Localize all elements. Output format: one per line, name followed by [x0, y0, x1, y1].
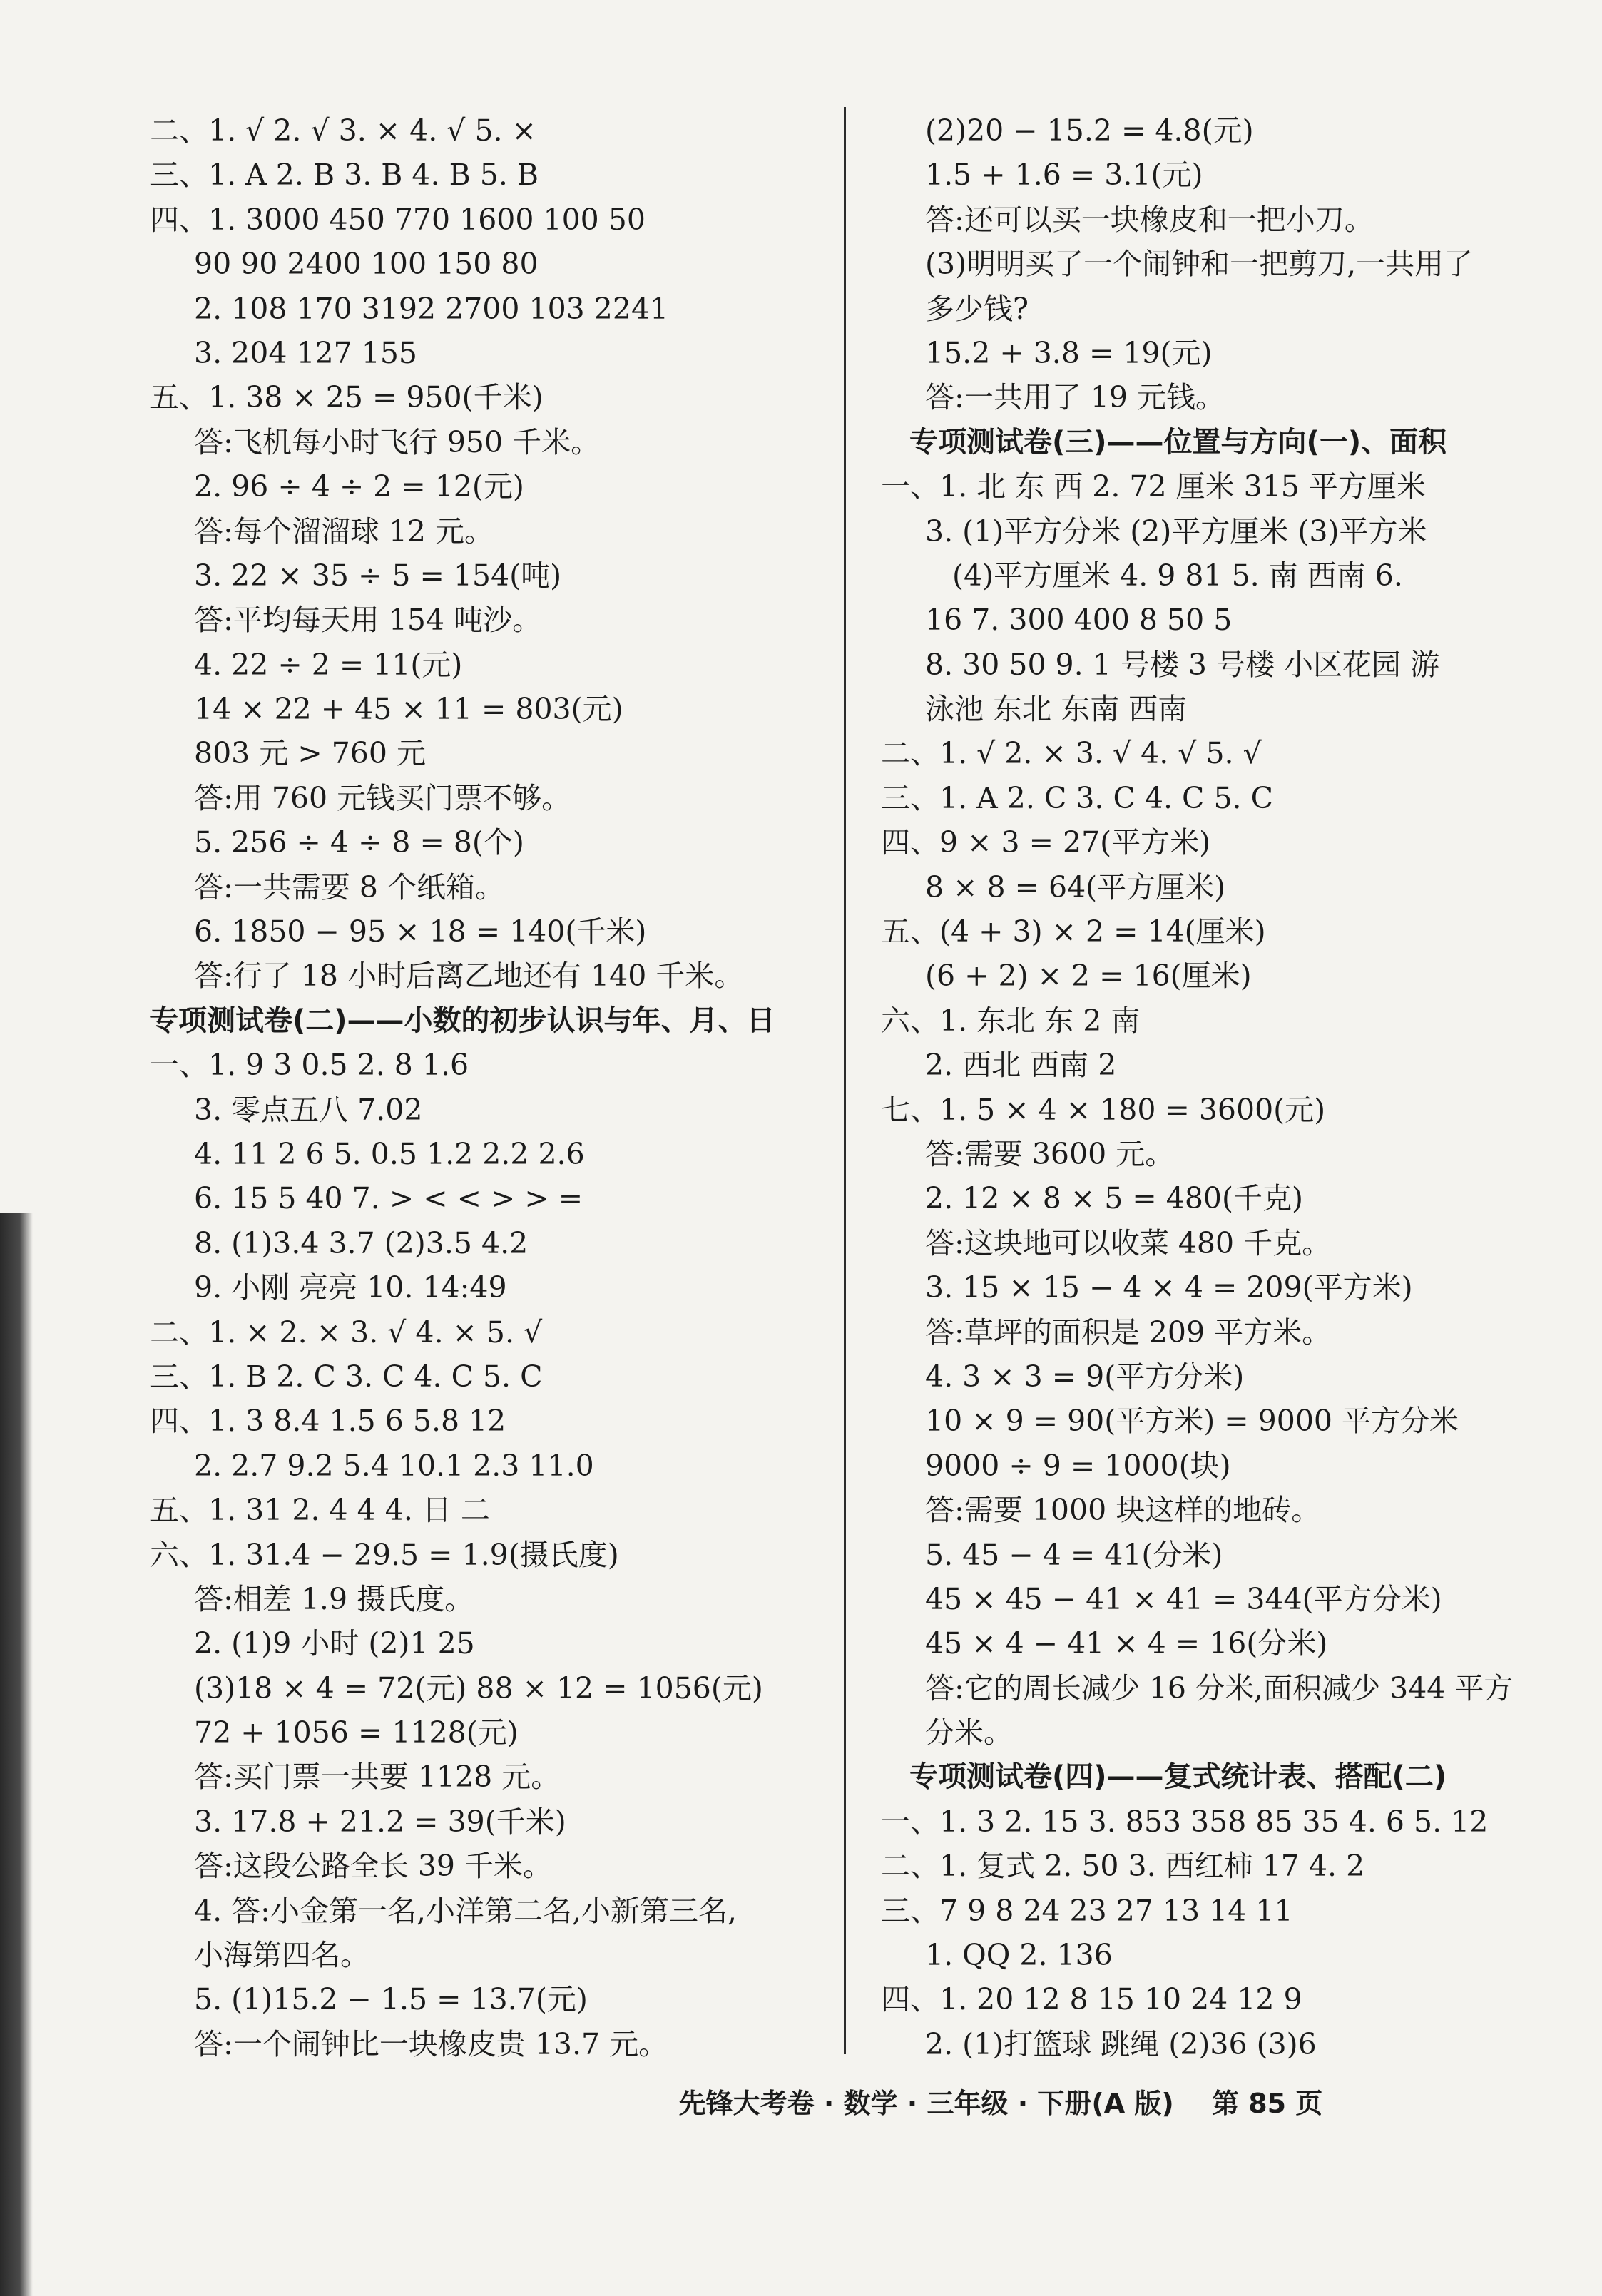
- answer-line: 五、1. 38 × 25 = 950(千米): [150, 380, 544, 415]
- answer-line: 6. 15 5 40 7. > < < > > =: [194, 1181, 583, 1216]
- answer-line: 6. 1850 − 95 × 18 = 140(千米): [194, 914, 647, 949]
- answer-line: 二、1. 复式 2. 50 3. 西红柿 17 4. 2: [881, 1849, 1365, 1884]
- answer-line: 三、7 9 8 24 23 27 13 14 11: [881, 1893, 1293, 1928]
- answer-line: 45 × 45 − 41 × 41 = 344(平方分米): [925, 1581, 1442, 1616]
- answer-line: 72 + 1056 = 1128(元): [194, 1715, 519, 1750]
- answer-line: 四、9 × 3 = 27(平方米): [881, 825, 1211, 860]
- footer-title: 先锋大考卷 · 数学 · 三年级 · 下册(A 版): [678, 2088, 1174, 2119]
- answer-line: 4. 11 2 6 5. 0.5 1.2 2.2 2.6: [194, 1136, 585, 1171]
- answer-line: 四、1. 3 8.4 1.5 6 5.8 12: [150, 1404, 506, 1439]
- answer-line: (3)18 × 4 = 72(元) 88 × 12 = 1056(元): [194, 1670, 763, 1705]
- answer-line: 4. 3 × 3 = 9(平方分米): [925, 1359, 1245, 1394]
- answer-line: 泳池 东北 东南 西南: [925, 692, 1188, 727]
- answer-line: 8. (1)3.4 3.7 (2)3.5 4.2: [194, 1225, 529, 1260]
- answer-line: 15.2 + 3.8 = 19(元): [925, 335, 1213, 370]
- answer-line: 2. 108 170 3192 2700 103 2241: [194, 291, 669, 326]
- left-column: [150, 108, 835, 2066]
- answer-line: 分米。: [925, 1715, 1013, 1750]
- answer-line: 2. (1)打篮球 跳绳 (2)36 (3)6: [925, 2026, 1317, 2061]
- answer-line: 3. 204 127 155: [194, 335, 417, 370]
- answer-line: 四、1. 3000 450 770 1600 100 50: [150, 202, 646, 237]
- answer-line: 1. QQ 2. 136: [925, 1938, 1113, 1973]
- answer-line: 二、1. √ 2. × 3. √ 4. √ 5. √: [881, 736, 1262, 771]
- answer-line: 五、1. 31 2. 4 4 4. 日 二: [150, 1493, 490, 1528]
- answer-line: 小海第四名。: [194, 1938, 369, 1973]
- answer-line: 六、1. 东北 东 2 南: [881, 1003, 1141, 1038]
- answer-line: (6 + 2) × 2 = 16(厘米): [925, 959, 1252, 994]
- answer-line: 答:每个溜溜球 12 元。: [194, 514, 494, 549]
- answer-line: 一、1. 9 3 0.5 2. 8 1.6: [150, 1048, 469, 1083]
- answer-line: 4. 答:小金第一名,小洋第二名,小新第三名,: [194, 1893, 738, 1928]
- answer-line: 一、1. 3 2. 15 3. 853 358 85 35 4. 6 5. 12: [881, 1804, 1489, 1839]
- answer-line: 10 × 9 = 90(平方米) = 9000 平方分米: [925, 1404, 1459, 1439]
- answer-line: 答:买门票一共要 1128 元。: [194, 1760, 561, 1795]
- answer-line: 答:它的周长减少 16 分米,面积减少 344 平方: [925, 1670, 1514, 1705]
- answer-line: 答:飞机每小时飞行 950 千米。: [194, 424, 601, 459]
- answer-line: 803 元 > 760 元: [194, 736, 426, 771]
- answer-line: 3. 22 × 35 ÷ 5 = 154(吨): [194, 558, 562, 593]
- answer-line: 答:一共用了 19 元钱。: [925, 380, 1225, 415]
- answer-line: 5. 45 − 4 = 41(分米): [925, 1537, 1223, 1572]
- answer-line: 16 7. 300 400 8 50 5: [925, 603, 1233, 638]
- answer-line: 2. (1)9 小时 (2)1 25: [194, 1626, 475, 1661]
- answer-line: 8. 30 50 9. 1 号楼 3 号楼 小区花园 游: [925, 647, 1440, 682]
- answer-line: 2. 12 × 8 × 5 = 480(千克): [925, 1181, 1303, 1216]
- answer-line: 答:这段公路全长 39 千米。: [194, 1849, 553, 1884]
- answer-line: 答:还可以买一块橡皮和一把小刀。: [925, 202, 1374, 237]
- answer-line: 三、1. B 2. C 3. C 4. C 5. C: [150, 1359, 543, 1394]
- answer-line: 二、1. × 2. × 3. √ 4. × 5. √: [150, 1315, 543, 1349]
- answer-line: 三、1. A 2. C 3. C 4. C 5. C: [881, 780, 1273, 815]
- answer-line: 答:需要 3600 元。: [925, 1136, 1175, 1171]
- answer-line: 一、1. 北 东 西 2. 72 厘米 315 平方厘米: [881, 469, 1426, 504]
- answer-line: 8 × 8 = 64(平方厘米): [925, 869, 1226, 904]
- answer-line: (3)明明买了一个闹钟和一把剪刀,一共用了: [925, 247, 1474, 282]
- answer-line: 3. (1)平方分米 (2)平方厘米 (3)平方米: [925, 514, 1427, 549]
- answer-line: 答:这块地可以收菜 480 千克。: [925, 1225, 1332, 1260]
- answer-line: 多少钱?: [925, 291, 1029, 326]
- answer-line: 3. 零点五八 7.02: [194, 1092, 423, 1127]
- answer-line: 5. (1)15.2 − 1.5 = 13.7(元): [194, 1982, 588, 2017]
- section-heading: 专项测试卷(四)——复式统计表、搭配(二): [909, 1760, 1447, 1794]
- answer-line: 七、1. 5 × 4 × 180 = 3600(元): [881, 1092, 1326, 1127]
- answer-line: 3. 17.8 + 21.2 = 39(千米): [194, 1804, 566, 1839]
- column-divider: [844, 107, 846, 2054]
- answer-line: 45 × 4 − 41 × 4 = 16(分米): [925, 1626, 1328, 1661]
- answer-line: (4)平方厘米 4. 9 81 5. 南 西南 6.: [952, 558, 1403, 593]
- answer-line: 答:草坪的面积是 209 平方米。: [925, 1315, 1332, 1349]
- answer-line: 4. 22 ÷ 2 = 11(元): [194, 647, 463, 682]
- answer-line: 答:用 760 元钱买门票不够。: [194, 780, 571, 815]
- answer-line: 答:一共需要 8 个纸箱。: [194, 869, 504, 904]
- answer-line: 六、1. 31.4 − 29.5 = 1.9(摄氏度): [150, 1537, 619, 1572]
- answer-line: 14 × 22 + 45 × 11 = 803(元): [194, 692, 623, 727]
- answer-line: 9000 ÷ 9 = 1000(块): [925, 1448, 1231, 1483]
- section-heading: 专项测试卷(三)——位置与方向(一)、面积: [909, 425, 1447, 459]
- page-footer: [0, 2081, 1602, 2121]
- answer-line: 答:一个闹钟比一块橡皮贵 13.7 元。: [194, 2026, 668, 2061]
- section-heading: 专项测试卷(二)——小数的初步认识与年、月、日: [150, 1004, 775, 1037]
- answer-line: 9. 小刚 亮亮 10. 14:49: [194, 1270, 507, 1305]
- answer-line: 答:需要 1000 块这样的地砖。: [925, 1493, 1321, 1528]
- page-edge-shadow: [0, 1213, 33, 2296]
- answer-line: 三、1. A 2. B 3. B 4. B 5. B: [150, 158, 539, 193]
- answer-line: 五、(4 + 3) × 2 = 14(厘米): [881, 914, 1266, 949]
- answer-line: 答:相差 1.9 摄氏度。: [194, 1581, 474, 1616]
- answer-line: 90 90 2400 100 150 80: [194, 247, 539, 282]
- answer-line: 2. 96 ÷ 4 ÷ 2 = 12(元): [194, 469, 524, 504]
- answer-line: 1.5 + 1.6 = 3.1(元): [925, 158, 1203, 193]
- answer-line: 四、1. 20 12 8 15 10 24 12 9: [881, 1982, 1302, 2017]
- answer-line: 二、1. √ 2. √ 3. × 4. √ 5. ×: [150, 113, 536, 148]
- answer-line: 答:平均每天用 154 吨沙。: [194, 603, 542, 638]
- answer-line: 3. 15 × 15 − 4 × 4 = 209(平方米): [925, 1270, 1413, 1305]
- answer-line: 答:行了 18 小时后离乙地还有 140 千米。: [194, 959, 744, 994]
- answer-line: 2. 2.7 9.2 5.4 10.1 2.3 11.0: [194, 1448, 594, 1483]
- right-column: [881, 108, 1551, 2066]
- answer-line: (2)20 − 15.2 = 4.8(元): [925, 113, 1254, 148]
- page-number: 第 85 页: [1211, 2088, 1323, 2119]
- answer-line: 2. 西北 西南 2: [925, 1048, 1117, 1083]
- answer-line: 5. 256 ÷ 4 ÷ 8 = 8(个): [194, 825, 524, 860]
